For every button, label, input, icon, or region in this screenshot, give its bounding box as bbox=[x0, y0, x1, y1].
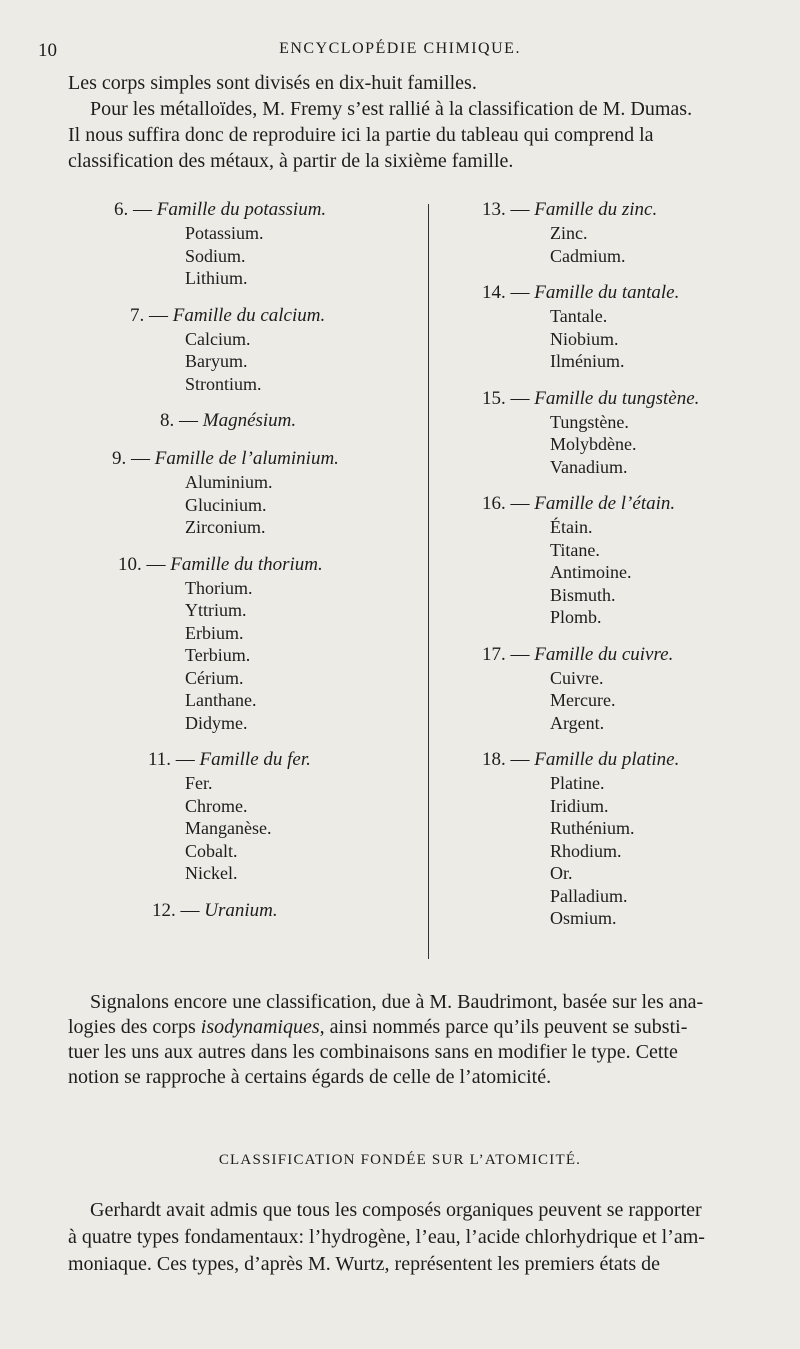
element-item: Iridium. bbox=[550, 795, 609, 816]
family-number: 10. bbox=[118, 553, 142, 575]
family-heading bbox=[482, 387, 782, 411]
element-item: Titane. bbox=[550, 539, 600, 560]
family-number: 18. bbox=[482, 749, 506, 770]
family-name: Famille du fer. bbox=[199, 749, 311, 770]
element-item: Ilménium. bbox=[550, 351, 625, 371]
intro-line: Pour les métalloïdes, M. Fremy s’est rallié à la classification de M. Dumas. bbox=[90, 98, 693, 120]
element-list bbox=[482, 305, 782, 373]
family-name: Famille du thorium. bbox=[170, 553, 323, 575]
element-item: Chrome. bbox=[185, 795, 248, 816]
isodynamiques-term: isodynamiques bbox=[200, 1016, 320, 1038]
element-item: Lithium. bbox=[185, 268, 248, 288]
family-dash: — bbox=[510, 493, 530, 514]
element-item: Didyme. bbox=[185, 712, 248, 733]
family-number: 12. bbox=[152, 899, 176, 921]
family-heading bbox=[90, 447, 420, 471]
family-gap bbox=[482, 267, 782, 281]
family-gap bbox=[482, 373, 782, 387]
family-block bbox=[90, 198, 420, 290]
element-item: Fer. bbox=[185, 773, 213, 793]
family-heading bbox=[482, 281, 782, 305]
family-number: 8. bbox=[160, 410, 175, 431]
element-item: Argent. bbox=[550, 712, 605, 733]
element-list bbox=[90, 328, 420, 396]
family-gap bbox=[482, 734, 782, 748]
element-item: Platine. bbox=[550, 773, 605, 793]
element-item: Cadmium. bbox=[550, 245, 626, 266]
family-block bbox=[482, 492, 782, 629]
family-dash: — bbox=[133, 199, 152, 220]
family-name: Famille du tantale. bbox=[534, 282, 680, 303]
family-name: Magnésium. bbox=[202, 410, 297, 431]
family-gap bbox=[90, 433, 420, 447]
family-block bbox=[90, 447, 420, 539]
family-heading bbox=[90, 409, 420, 433]
family-dash: — bbox=[510, 199, 530, 220]
family-dash: — bbox=[510, 749, 530, 770]
gerhardt-line: moniaque. Ces types, d’après M. Wurtz, représentent les premiers états de bbox=[68, 1253, 660, 1275]
element-item: Rhodium. bbox=[550, 840, 622, 861]
element-list bbox=[482, 516, 782, 629]
element-item: Zirconium. bbox=[185, 517, 266, 537]
families-left-column bbox=[90, 198, 420, 923]
element-item: Ruthénium. bbox=[550, 818, 635, 838]
family-gap bbox=[90, 734, 420, 748]
family-number: 6. bbox=[114, 199, 129, 220]
family-dash: — bbox=[149, 304, 168, 326]
family-dash: — bbox=[179, 410, 198, 431]
baudrimont-paragraph bbox=[68, 990, 780, 1090]
element-item: Cérium. bbox=[185, 667, 244, 688]
family-gap bbox=[482, 478, 782, 492]
family-block bbox=[482, 643, 782, 735]
element-item: Zinc. bbox=[550, 223, 588, 243]
intro-line: Il nous suffira donc de reproduire ici la partie du tableau qui comprend la bbox=[68, 124, 654, 146]
element-list bbox=[482, 772, 782, 930]
element-item: Erbium. bbox=[185, 622, 244, 643]
family-dash: — bbox=[180, 899, 200, 921]
section-heading: CLASSIFICATION FONDÉE SUR L’ATOMICITÉ. bbox=[218, 1152, 582, 1168]
element-item: Baryum. bbox=[185, 351, 248, 371]
family-name: Famille du potassium. bbox=[156, 199, 327, 220]
element-item: Calcium. bbox=[185, 328, 251, 349]
element-list bbox=[482, 667, 782, 735]
header-title: ENCYCLOPÉDIE CHIMIQUE. bbox=[279, 40, 521, 57]
element-item: Antimoine. bbox=[550, 562, 632, 582]
family-dash: — bbox=[175, 749, 195, 770]
family-dash: — bbox=[510, 643, 530, 665]
element-list bbox=[90, 471, 420, 539]
family-heading bbox=[90, 748, 420, 772]
element-item: Palladium. bbox=[550, 885, 628, 906]
intro-line: classification des métaux, à partir de la sixième famille. bbox=[68, 150, 514, 172]
element-list bbox=[90, 577, 420, 735]
family-heading bbox=[90, 553, 420, 577]
family-dash: — bbox=[510, 387, 530, 409]
family-name: Famille de l’aluminium. bbox=[154, 448, 339, 469]
family-dash: — bbox=[131, 448, 150, 469]
family-number: 17. bbox=[482, 643, 506, 665]
baud-line bbox=[68, 1015, 780, 1040]
element-item: Tungstène. bbox=[550, 411, 629, 432]
intro-line: Les corps simples sont divisés en dix-huit familles. bbox=[68, 72, 477, 94]
element-list bbox=[90, 772, 420, 885]
family-block bbox=[482, 748, 782, 930]
element-item: Tantale. bbox=[550, 306, 608, 326]
family-name: Uranium. bbox=[204, 899, 278, 921]
family-heading bbox=[482, 748, 782, 772]
element-list bbox=[482, 411, 782, 479]
family-name: Famille du platine. bbox=[534, 749, 680, 770]
family-name: Famille du calcium. bbox=[172, 304, 326, 326]
element-item: Or. bbox=[550, 863, 573, 883]
running-head bbox=[0, 40, 800, 64]
element-item: Cuivre. bbox=[550, 667, 604, 688]
family-gap bbox=[482, 629, 782, 643]
element-item: Étain. bbox=[550, 517, 593, 537]
element-item: Nickel. bbox=[185, 863, 238, 883]
family-block bbox=[482, 198, 782, 267]
column-divider bbox=[428, 204, 429, 959]
family-number: 14. bbox=[482, 282, 506, 303]
element-list bbox=[90, 222, 420, 290]
element-item: Cobalt. bbox=[185, 840, 238, 861]
element-item: Thorium. bbox=[185, 577, 253, 598]
family-number: 7. bbox=[130, 304, 145, 326]
element-item: Terbium. bbox=[185, 645, 251, 665]
baud-line: notion se rapproche à certains égards de celle de l’atomicité. bbox=[68, 1066, 552, 1088]
family-heading bbox=[482, 643, 782, 667]
element-item: Lanthane. bbox=[185, 690, 257, 710]
element-item: Yttrium. bbox=[185, 600, 247, 620]
baud-line-part: logies des corps bbox=[68, 1016, 201, 1038]
family-name: Famille du cuivre. bbox=[534, 643, 674, 665]
family-block bbox=[482, 281, 782, 373]
baud-line: Signalons encore une classification, due à M. Baudrimont, basée sur les ana- bbox=[90, 991, 704, 1013]
family-block bbox=[90, 304, 420, 396]
family-number: 13. bbox=[482, 199, 506, 220]
family-name: Famille de l’étain. bbox=[534, 493, 676, 514]
family-gap bbox=[90, 290, 420, 304]
families-right-column bbox=[482, 198, 782, 930]
family-block bbox=[90, 748, 420, 885]
element-item: Sodium. bbox=[185, 245, 246, 266]
element-item: Glucinium. bbox=[185, 494, 267, 515]
families-table bbox=[90, 198, 750, 968]
element-item: Vanadium. bbox=[550, 456, 628, 477]
family-number: 9. bbox=[112, 448, 127, 469]
family-heading bbox=[90, 198, 420, 222]
family-name: Famille du tungstène. bbox=[534, 387, 700, 409]
baud-line-part: , ainsi nommés parce qu’ils peuvent se substi- bbox=[319, 1016, 688, 1038]
page-number: 10 bbox=[38, 40, 57, 61]
family-heading bbox=[482, 198, 782, 222]
family-heading bbox=[90, 899, 420, 923]
family-gap bbox=[90, 885, 420, 899]
family-number: 15. bbox=[482, 387, 506, 409]
baud-line: tuer les uns aux autres dans les combinaisons sans en modifier le type. Cette bbox=[68, 1041, 678, 1063]
element-item: Niobium. bbox=[550, 328, 619, 349]
family-number: 16. bbox=[482, 493, 506, 514]
element-item: Bismuth. bbox=[550, 584, 616, 605]
element-item: Plomb. bbox=[550, 607, 602, 627]
family-name: Famille du zinc. bbox=[534, 199, 658, 220]
gerhardt-line: Gerhardt avait admis que tous les composés organiques peuvent se rapporter bbox=[90, 1199, 702, 1221]
family-gap bbox=[90, 539, 420, 553]
family-block bbox=[90, 409, 420, 433]
family-block bbox=[90, 553, 420, 735]
element-item: Molybdène. bbox=[550, 434, 637, 454]
family-block bbox=[482, 387, 782, 479]
family-heading bbox=[90, 304, 420, 328]
family-dash: — bbox=[510, 282, 530, 303]
element-item: Osmium. bbox=[550, 908, 617, 928]
element-item: Mercure. bbox=[550, 690, 616, 710]
element-item: Manganèse. bbox=[185, 818, 272, 838]
family-heading bbox=[482, 492, 782, 516]
family-gap bbox=[90, 395, 420, 409]
family-block bbox=[90, 899, 420, 923]
family-dash: — bbox=[146, 553, 166, 575]
element-item: Strontium. bbox=[185, 373, 262, 394]
gerhardt-paragraph bbox=[68, 1197, 780, 1278]
family-number: 11. bbox=[148, 749, 172, 770]
element-item: Potassium. bbox=[185, 223, 264, 243]
intro-paragraph bbox=[68, 70, 780, 174]
element-list bbox=[482, 222, 782, 267]
element-item: Aluminium. bbox=[185, 472, 273, 492]
gerhardt-line: à quatre types fondamentaux: l’hydrogène, l’eau, l’acide chlorhydrique et l’am- bbox=[68, 1226, 705, 1248]
